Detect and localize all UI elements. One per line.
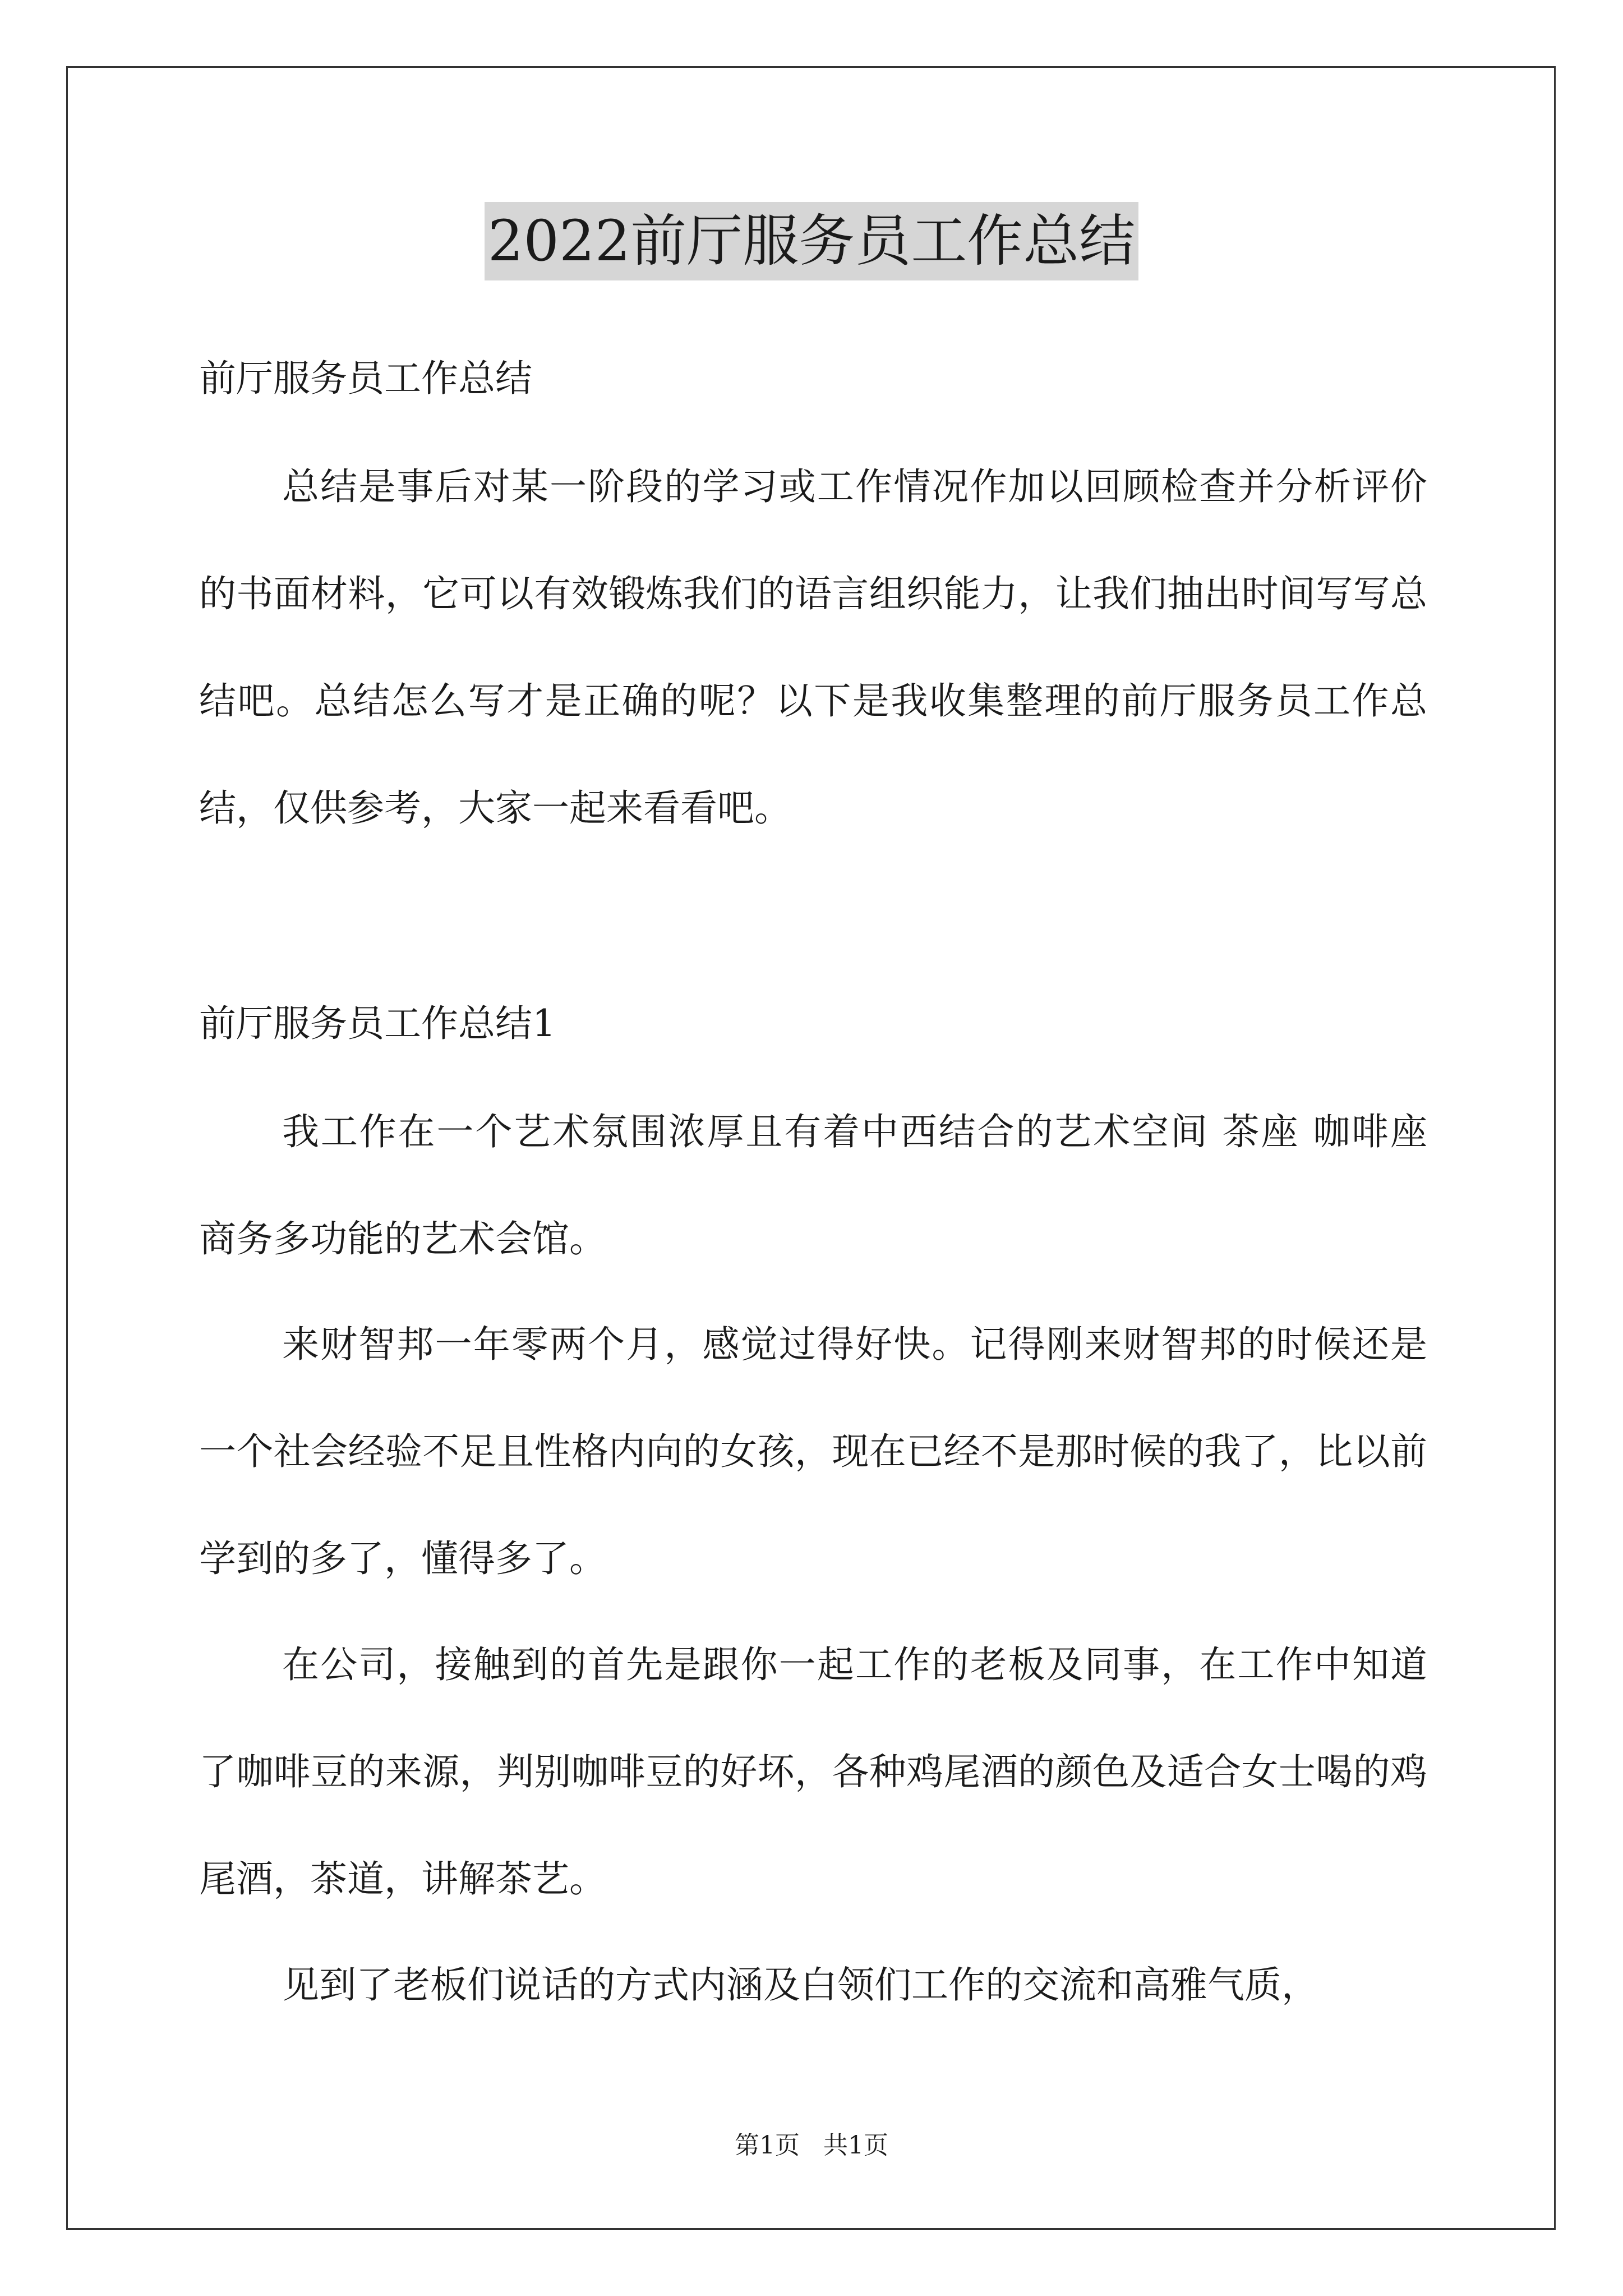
paragraph-1: 我工作在一个艺术氛围浓厚且有着中西结合的艺术空间 茶座 咖啡座 商务多功能的艺术会馆。 xyxy=(199,1110,1427,1260)
page-footer: 第1页 共1页 xyxy=(735,2131,888,2160)
paragraph-3: 在公司，接触到的首先是跟你一起工作的老板及同事，在工作中知道了咖啡豆的来源，判别咖啡豆的好坏，各种鸡尾酒的颜色及适合女士喝的鸡尾酒，茶道，讲解茶艺。 xyxy=(199,1643,1427,1901)
document-title: 2022前厅服务员工作总结 xyxy=(485,202,1139,280)
title-container xyxy=(0,202,1623,280)
subheading: 前厅服务员工作总结 xyxy=(199,357,532,400)
section-heading: 前厅服务员工作总结1 xyxy=(199,1002,556,1045)
paragraph-4: 见到了老板们说话的方式内涵及白领们工作的交流和高雅气质， xyxy=(282,1963,1318,2007)
paragraph-2: 来财智邦一年零两个月，感觉过得好快。记得刚来财智邦的时候还是一个社会经验不足且性格内向的女孩，现在已经不是那时候的我了，比以前学到的多了，懂得多了。 xyxy=(199,1323,1427,1580)
intro-paragraph: 总结是事后对某一阶段的学习或工作情况作加以回顾检查并分析评价的书面材料，它可以有效锻炼我们的语言组织能力，让我们抽出时间写写总结吧。总结怎么写才是正确的呢？以下是我收集整理的前厅服务员工作总结，仅供参考，大家一起来看看吧。 xyxy=(199,465,1427,830)
